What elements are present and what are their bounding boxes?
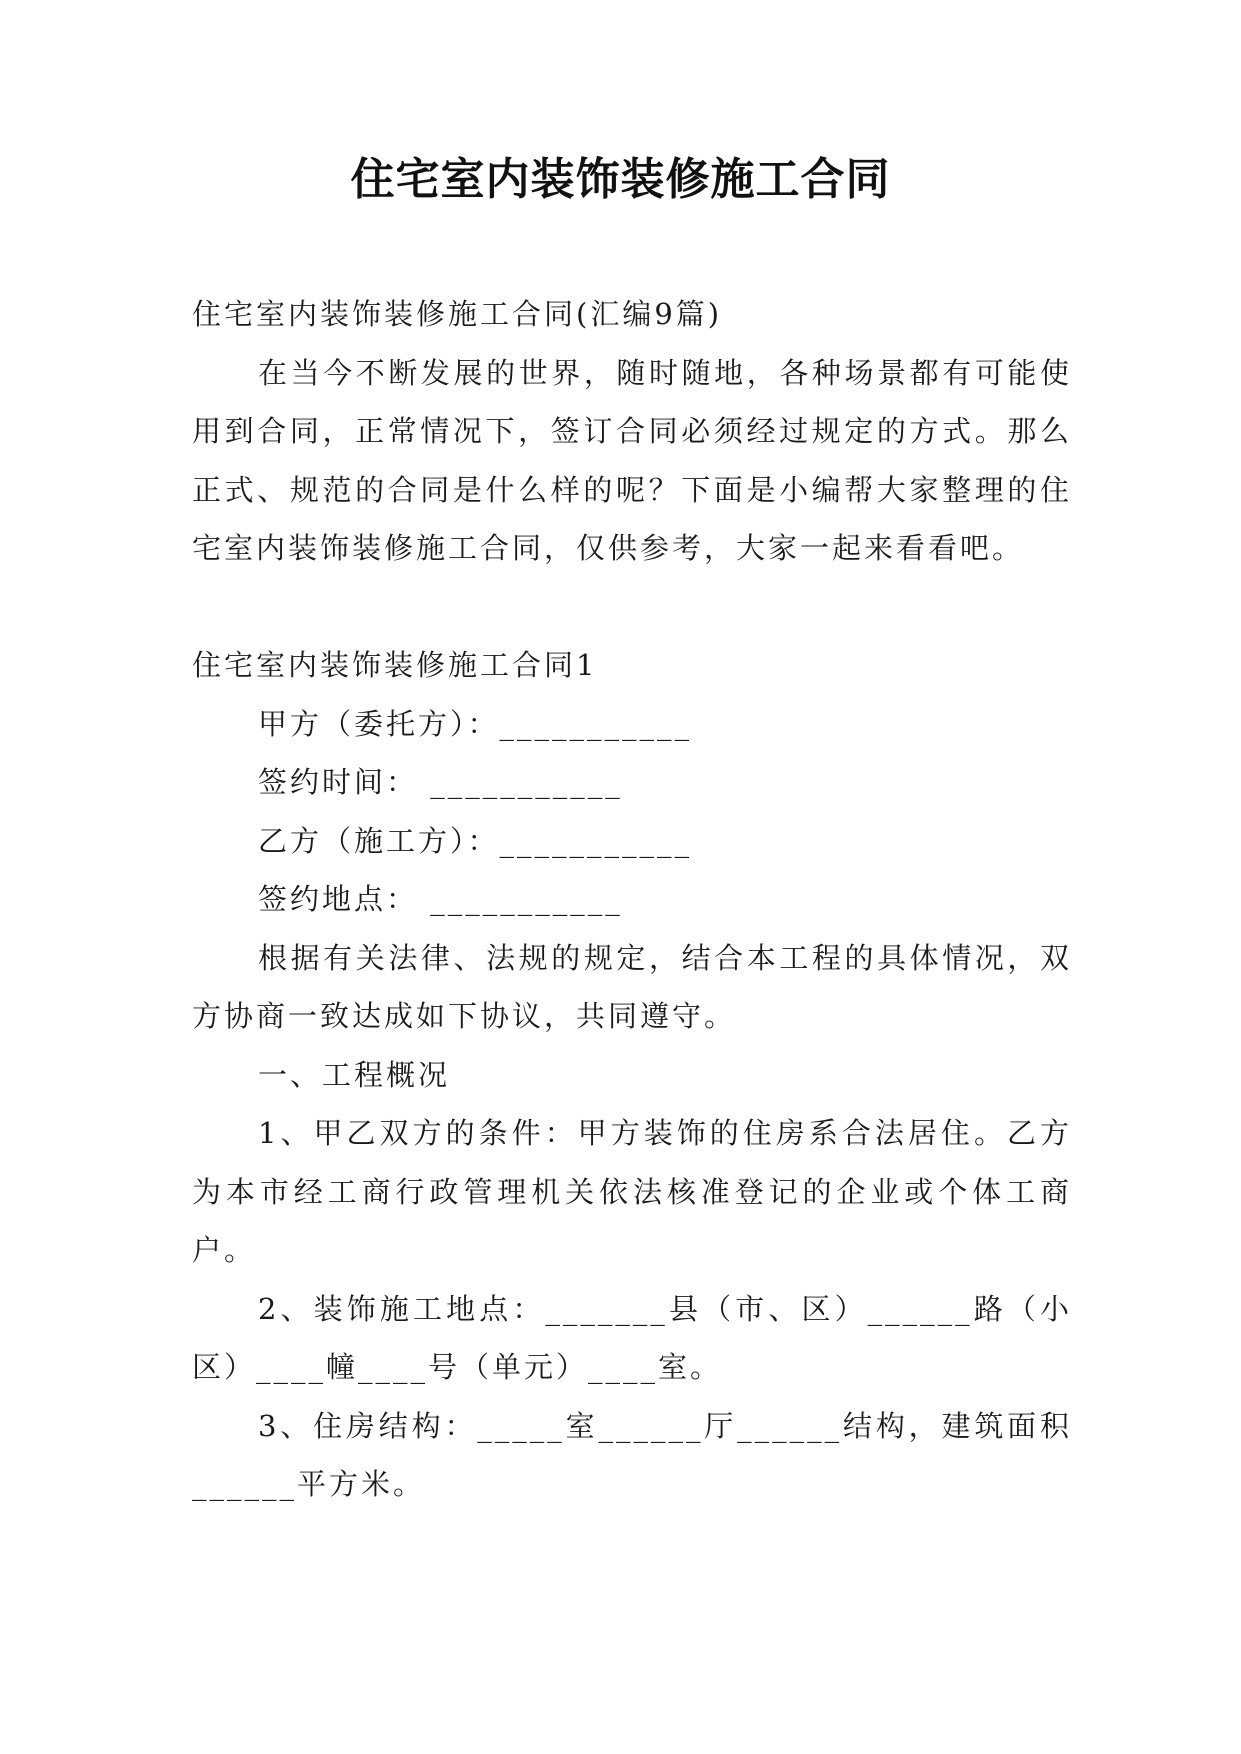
clause-2: 2、装饰施工地点：_______县（市、区）______路（小区）____幢____号（单元）____室。 [192, 1291, 1072, 1384]
section-heading: 一、工程概况 [258, 1057, 451, 1092]
document-title: 住宅室内装饰装修施工合同 [350, 154, 891, 205]
sign-time-line: 签约时间： ___________ [258, 765, 623, 799]
preamble-paragraph: 根据有关法律、法规的规定，结合本工程的具体情况，双方协商一致达成如下协议，共同遵守。 [192, 940, 1072, 1033]
clause-1: 1、甲乙双方的条件：甲方装饰的住房系合法居住。乙方为本市经工商行政管理机关依法核准登记的企业或个体工商户。 [192, 1116, 1072, 1267]
document-body [192, 285, 1072, 1514]
contract-heading: 住宅室内装饰装修施工合同1 [192, 648, 598, 682]
intro-paragraph: 在当今不断发展的世界，随时随地，各种场景都有可能使用到合同，正常情况下，签订合同必须经过规定的方式。那么正式、规范的合同是什么样的呢？下面是小编帮大家整理的住宅室内装饰装修施工合同，仅供参考，大家一起来看看吧。 [192, 355, 1072, 565]
clause-3: 3、住房结构：_____室______厅______结构，建筑面积______平方米。 [192, 1408, 1072, 1501]
paragraph-gap [192, 578, 1072, 637]
sign-place-line: 签约地点： ___________ [258, 882, 623, 916]
party-a-line: 甲方（委托方）：___________ [258, 706, 693, 741]
party-b-line: 乙方（施工方）：___________ [258, 823, 693, 858]
document-subtitle: 住宅室内装饰装修施工合同(汇编9篇) [192, 297, 723, 331]
